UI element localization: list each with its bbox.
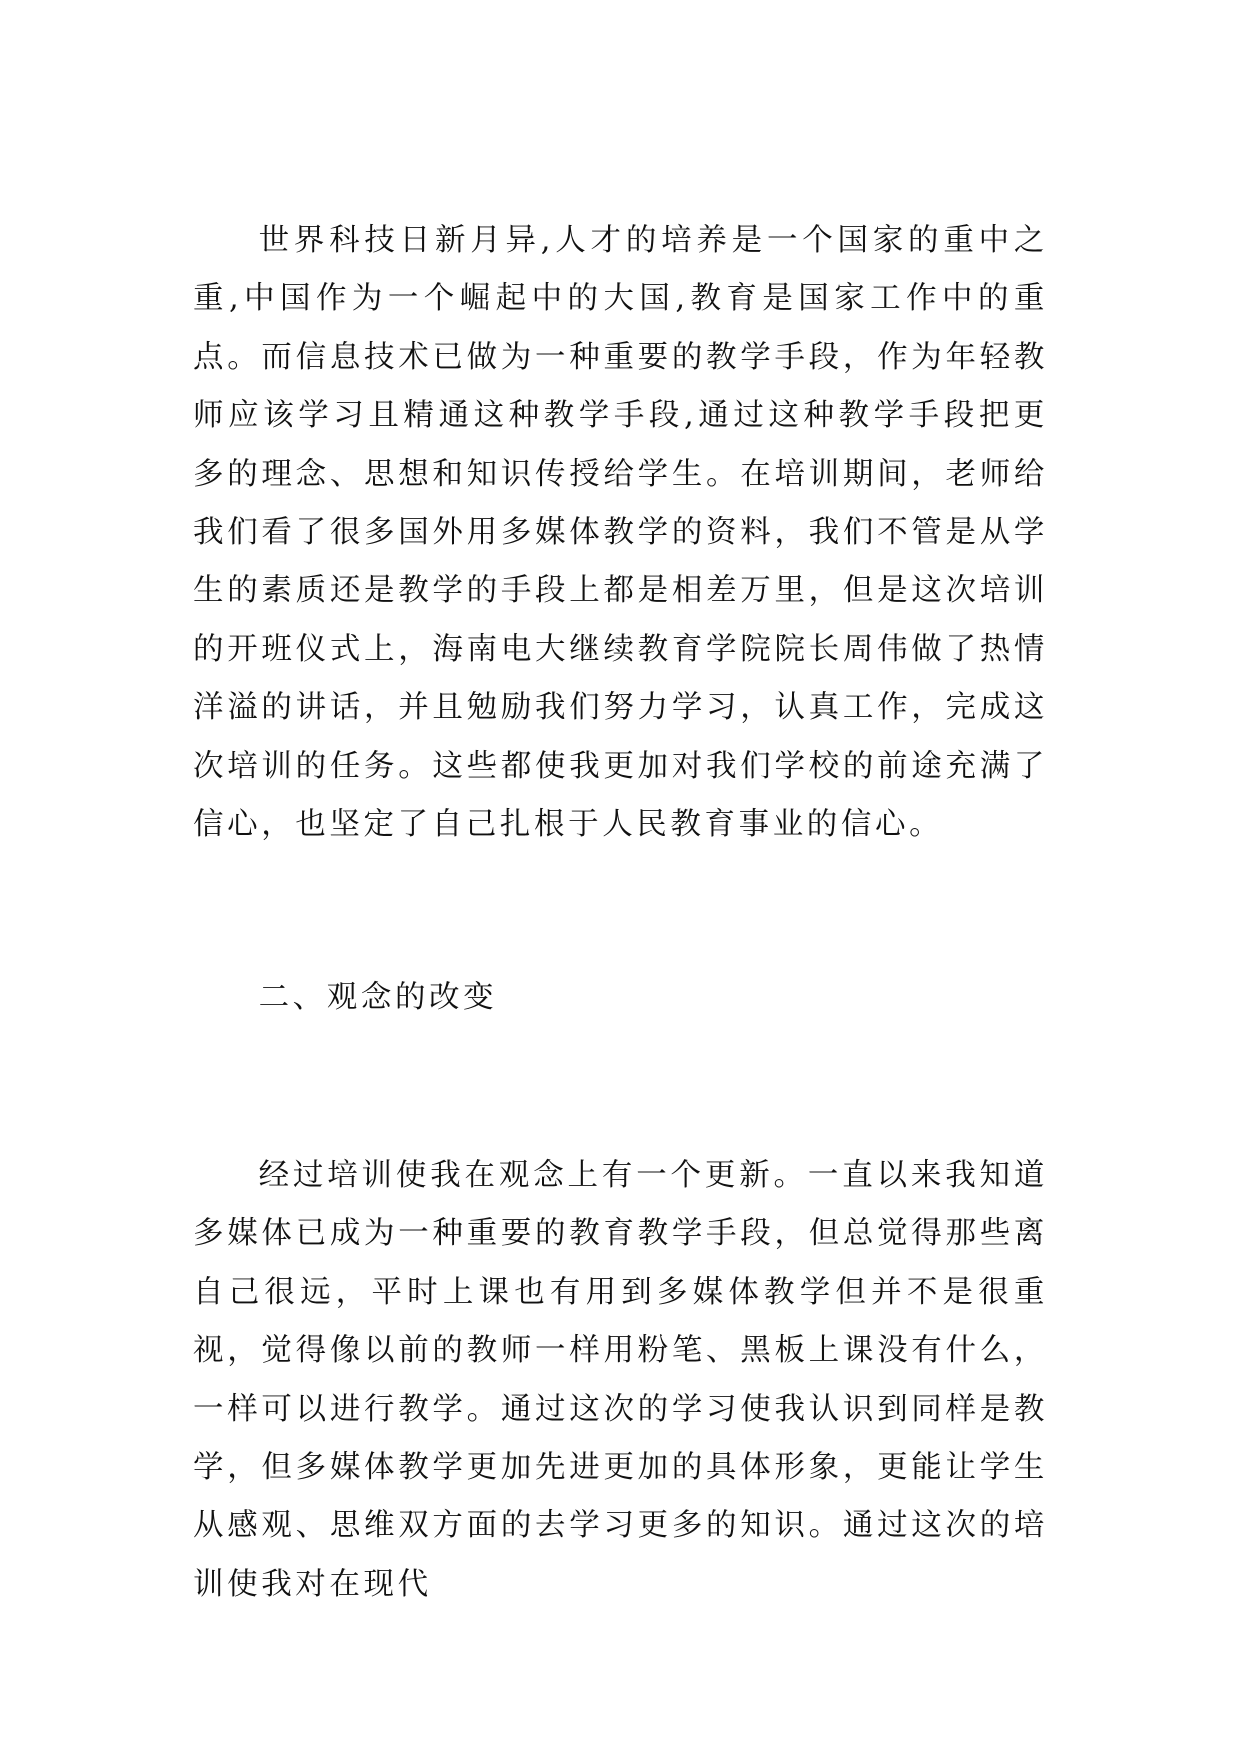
body-paragraph-2: 经过培训使我在观念上有一个更新。一直以来我知道多媒体已成为一种重要的教育教学手段，但总觉得那些离自己很远，平时上课也有用到多媒体教学但并不是很重视，觉得像以前的教师一样用粉笔、黑板上课没有什么，一样可以进行教学。通过这次的学习使我认识到同样是教学，但多媒体教学更加先进更加的具体形象，更能让学生从感观、思维双方面的去学习更多的知识。通过这次的培训使我对在现代	[193, 1158, 1048, 1602]
body-paragraph-1: 世界科技日新月异,人才的培养是一个国家的重中之重,中国作为一个崛起中的大国,教育是国家工作中的重点。而信息技术已做为一种重要的教学手段，作为年轻教师应该学习且精通这种教学手段,通过这种教学手段把更多的理念、思想和知识传授给学生。在培训期间，老师给我们看了很多国外用多媒体教学的资料，我们不管是从学生的素质还是教学的手段上都是相差万里，但是这次培训的开班仪式上，海南电大继续教育学院院长周伟做了热情洋溢的讲话，并且勉励我们努力学习，认真工作，完成这次培训的任务。这些都使我更加对我们学校的前途充满了信心，也坚定了自己扎根于人民教育事业的信心。	[193, 223, 1048, 843]
section-heading: 二、观念的改变	[258, 980, 498, 1015]
